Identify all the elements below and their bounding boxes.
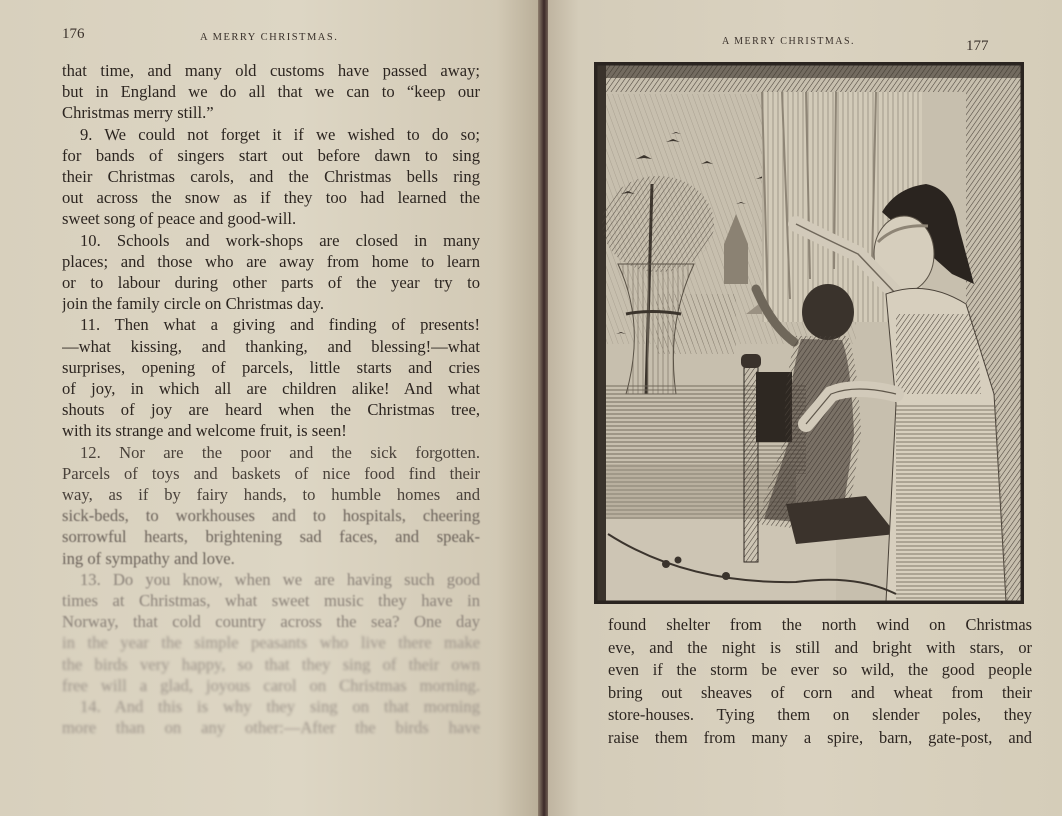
text-line: Norway, that cold country across the sea? One day (62, 612, 480, 632)
text-line: shouts of joy are heard when the Christmas tree, (62, 400, 480, 420)
text-line: that time, and many old customs have passed away; (62, 61, 480, 80)
text-line: bring out sheaves of corn and wheat from their (608, 682, 1032, 702)
engraving-illustration (594, 62, 1024, 604)
running-head-right: A MERRY CHRISTMAS. (722, 36, 856, 47)
text-line: sorrowful hearts, brightening sad faces, and speak- (62, 527, 480, 547)
text-line: times at Christmas, what sweet music they have in (62, 591, 480, 611)
text-line: or to labour during other parts of the year try to (62, 273, 480, 293)
text-line: in the year the simple peasants who live there make (62, 633, 480, 653)
page-number-left: 176 (62, 26, 85, 42)
text-line: Christmas merry still.” (62, 103, 214, 123)
text-line: surprises, opening of parcels, little starts and cries (62, 357, 480, 377)
text-line: free will a glad, joyous carol on Christmas morning. (62, 675, 480, 695)
window-scene-engraving (596, 64, 1022, 602)
text-line: 10. Schools and work-shops are closed in many (80, 230, 480, 250)
text-line: with its strange and welcome fruit, is seen! (62, 421, 347, 441)
text-line: raise them from many a spire, barn, gate-post, and (608, 727, 1032, 747)
text-line: join the family circle on Christmas day. (62, 294, 325, 314)
text-line: even if the storm be ever so wild, the good people (608, 660, 1032, 680)
text-line: 13. Do you know, when we are having such good (80, 569, 480, 589)
text-line: store-houses. Tying them on slender poles, they (608, 705, 1032, 725)
page-number-right: 177 (966, 38, 989, 54)
text-line: but in England we do all that we can to “keep our (62, 82, 480, 102)
text-line: out across the snow as if they too had learned the (62, 188, 480, 208)
text-line: —what kissing, and thanking, and blessing!—what (62, 336, 480, 356)
running-head-left: A MERRY CHRISTMAS. (200, 32, 339, 43)
text-line: sick-beds, to workhouses and to hospitals, cheering (62, 506, 480, 526)
text-line: of joy, in which all are children alike! And what (62, 379, 480, 399)
text-line: more than on any other:—After the birds have (62, 718, 480, 738)
text-line: ing of sympathy and love. (62, 548, 235, 568)
text-line: 9. We could not forget it if we wished to do so; (80, 124, 480, 144)
text-line: places; and those who are away from home to learn (62, 251, 480, 271)
text-line: for bands of singers start out before dawn to sing (62, 145, 480, 165)
text-line: found shelter from the north wind on Christmas (608, 615, 1032, 634)
right-page-text (608, 614, 1032, 750)
text-line: 14. And this is why they sing on that morning (80, 697, 480, 717)
text-line: eve, and the night is still and bright with stars, or (608, 637, 1032, 657)
text-line: the birds very happy, so that they sing of their own (62, 654, 480, 674)
text-line: 12. Nor are the poor and the sick forgotten. (80, 442, 480, 462)
left-page-text (62, 60, 480, 739)
text-line: their Christmas carols, and the Christmas bells ring (62, 167, 480, 187)
text-line: way, as if by fairy hands, to humble homes and (62, 485, 480, 505)
text-line: sweet song of peace and good-will. (62, 209, 297, 229)
text-line: Parcels of toys and baskets of nice food find their (62, 463, 480, 483)
text-line: 11. Then what a giving and finding of presents! (80, 315, 480, 335)
